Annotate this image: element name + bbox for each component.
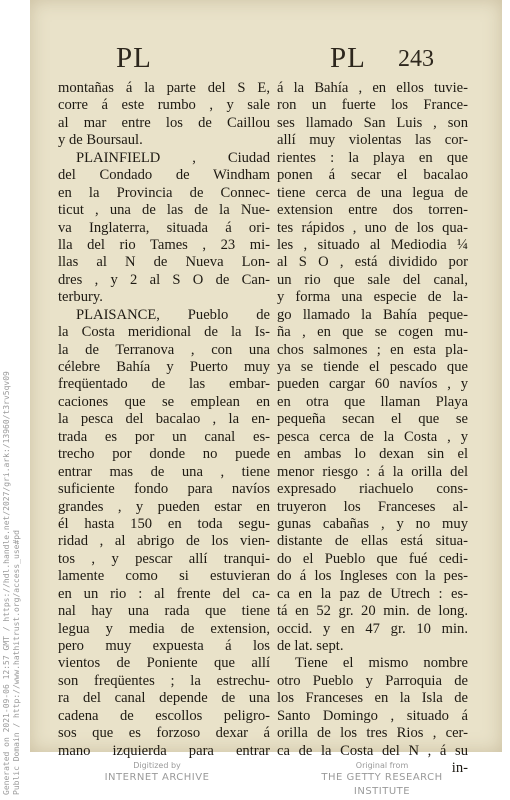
text-line: son freqüentes ; la estrechu-: [58, 672, 270, 689]
text-line: Santo Domingo , situado á: [277, 707, 468, 724]
text-line: del Condado de Windham: [58, 167, 270, 184]
watermark-line-2: Public Domain / http://www.hathitrust.org/access_use#pd: [12, 530, 21, 795]
text-line: los Franceses en la Isla de: [277, 690, 468, 707]
text-line: PLAINFIELD , Ciudad: [76, 149, 270, 166]
text-line: la de Terranova , con una: [58, 341, 270, 358]
text-line: ña , en que se cogen mu-: [277, 324, 468, 341]
text-line: trecho por donde no puede: [58, 446, 270, 463]
text-line: dres , y 2 al S O de Can-: [58, 271, 270, 288]
text-line: grandes , y pueden estar en: [58, 498, 270, 515]
text-line: do el Pueblo que fué cedi-: [277, 550, 468, 567]
text-line: en ambas lo dexan sin el: [277, 446, 468, 463]
text-line: un rio que sale del canal,: [277, 271, 468, 288]
text-line: ra del canal depende de una: [58, 690, 270, 707]
text-line: gunas cabañas , y no muy: [277, 515, 468, 532]
source-credit: [292, 760, 472, 799]
text-line: terbury.: [58, 289, 103, 306]
text-line: ticut , una de las de la Nue-: [58, 202, 270, 219]
text-line: caciones que se emplean en: [58, 393, 270, 410]
text-line: ridad , al abrigo de los vien-: [58, 533, 270, 550]
text-line: célebre Bahía y Puerto muy: [58, 359, 270, 375]
running-header: [30, 42, 502, 82]
text-line: al mar entre los de Caillou: [58, 114, 270, 131]
text-line: ponen á secar el bacalao: [277, 167, 468, 184]
text-line: en un rio : al frente del ca-: [58, 585, 270, 602]
text-line: llas al N de Nueva Lon-: [58, 254, 270, 271]
text-line: la Costa meridional de la Is-: [58, 324, 270, 341]
text-line: tos , y pescar allí tranqui-: [58, 550, 270, 567]
text-line: suficiente fondo para navíos: [58, 481, 270, 498]
digitizer-credit: [82, 760, 232, 785]
text-line: sos que es forzoso dexar á: [58, 725, 270, 742]
internet-archive-label: INTERNET ARCHIVE: [104, 772, 210, 783]
text-line: otro Pueblo y Parroquia de: [277, 672, 468, 689]
text-line: pueden cargar 60 navíos , y: [277, 376, 468, 393]
text-line: montañas á la parte del S E,: [58, 80, 270, 96]
text-line: PLAISANCE, Pueblo de: [76, 306, 270, 323]
text-line: tá en 52 gr. 20 min. de long.: [277, 603, 468, 620]
text-line: cadena de escollos peligro-: [58, 707, 270, 724]
text-line: pesca cerca de la Costa , y: [277, 428, 468, 445]
text-line: en la Provincia de Connec-: [58, 184, 270, 201]
text-line: ca de la Costa del N , á su: [277, 742, 468, 759]
text-line: rientes : la playa en que: [277, 149, 468, 166]
text-line: freqüentado de las embar-: [58, 376, 270, 393]
getty-institute-label: THE GETTY RESEARCH INSTITUTE: [321, 772, 443, 797]
text-line: expresado riachuelo cons-: [277, 481, 468, 498]
text-line: en otra que llaman Playa: [277, 393, 468, 410]
text-line: extension entre dos torren-: [277, 202, 468, 219]
right-text-column: [277, 80, 468, 778]
text-line: pequeña secan el que se: [277, 411, 468, 428]
text-line: ya se tiende el pescado que: [277, 359, 468, 375]
text-line: allí muy violentas las cor-: [277, 132, 468, 149]
text-line: Tiene el mismo nombre: [295, 655, 468, 672]
text-line: de lat. sept.: [277, 638, 344, 654]
right-running-title: PL: [330, 42, 366, 74]
text-line: legua y media de extension,: [58, 620, 270, 637]
text-line: á la Bahía , en ellos tuvie-: [277, 80, 468, 96]
text-line: orilla de los tres Rios , cer-: [277, 725, 468, 742]
text-line: pero muy expuesta á los: [58, 638, 270, 654]
watermark-line-1: Generated on 2021-09-06 12:57 GMT / https://hdl.handle.net/2027/gri.ark:/13960/t3rv5qv09: [2, 371, 11, 795]
hathitrust-watermark: [2, 371, 22, 795]
text-line: al S O , está dividido por: [277, 254, 468, 271]
text-line: él hasta 150 en toda segu-: [58, 515, 270, 532]
text-line: lla del rio Tames , 23 mi-: [58, 236, 270, 253]
text-line: vientos de Poniente que allí: [58, 655, 270, 672]
text-line: y forma una especie de la-: [277, 289, 468, 306]
digitized-by-label: Digitized by: [133, 761, 181, 770]
page-number: 243: [398, 46, 434, 72]
text-line: in-: [451, 760, 468, 777]
text-line: distante de ellas está situa-: [277, 533, 468, 550]
text-line: mano izquierda para entrar: [58, 742, 270, 759]
text-line: nal hay una rada que tiene: [58, 603, 270, 620]
text-line: occid. y en 47 gr. 10 min.: [277, 620, 468, 637]
text-line: do á los Ingleses con la pes-: [277, 568, 468, 585]
text-line: ca en la paz de Utrech : es-: [277, 585, 468, 602]
left-running-title: PL: [116, 42, 152, 74]
text-line: tes rápidos , uno de los qua-: [277, 219, 468, 236]
text-line: ses llamado San Luis , son: [277, 114, 468, 131]
text-line: la pesca del bacalao , la en-: [58, 411, 270, 428]
text-line: y de Boursaul.: [58, 132, 143, 149]
text-line: entrar mas de una , tiene: [58, 463, 270, 480]
left-text-column: [58, 80, 270, 760]
text-line: lamente como si estuvieran: [58, 568, 270, 585]
original-from-label: Original from: [355, 761, 409, 770]
text-line: chos salmones ; en esta pla-: [277, 341, 468, 358]
text-line: trada es por un canal es-: [58, 428, 270, 445]
text-line: go llamado la Bahía peque-: [277, 306, 468, 323]
text-line: ron un fuerte los France-: [277, 97, 468, 114]
text-line: menor riesgo : á la orilla del: [277, 463, 468, 480]
text-line: tiene cerca de una legua de: [277, 184, 468, 201]
text-line: les , situado al Mediodia ¼: [277, 236, 468, 253]
text-line: truyeron los Franceses al-: [277, 498, 468, 515]
text-line: va Inglaterra, situada á ori-: [58, 219, 270, 236]
text-line: corre á este rumbo , y sale: [58, 97, 270, 114]
